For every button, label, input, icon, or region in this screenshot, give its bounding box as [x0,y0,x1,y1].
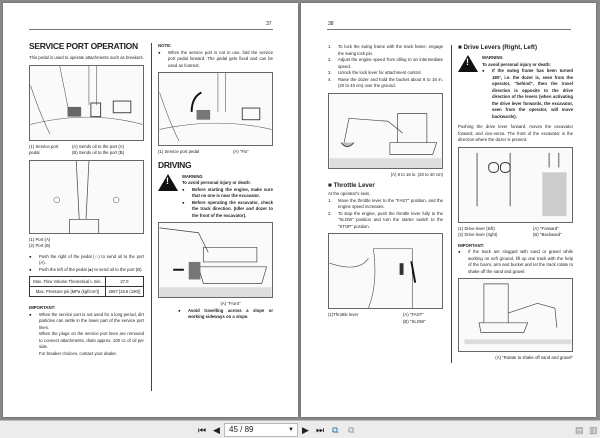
two-page-view-icon[interactable]: ⧉ [332,425,339,435]
important-label: IMPORTANT: [29,305,56,310]
page-indicator: 45 / 89 [229,425,254,434]
important-text: If the track are clogged with sand or gravel while working on soft ground, lift up one track with the help of the boom, arm and bucket and let the track rotate to shake off the sand and gravel. [468,249,573,274]
left-column: 1. To lock the swing frame with the track frame, engage the swing lock pin. 2. Adjust the engine speed from idling to an intermediate speed. 3. Unlock the lock lever for attachment control. 4. Raise the dozer and hold the bucket about 8 to 16 in. (20 to 40 cm) over the ground. (A) 8 to 16 in. (20 to 40 cm) ■ Throttle Lever At the operator's seat, 1. Move the throttle lever to the "FAST" position, and the engine speed increases. 2. To stop the engine, push the throttle lever fully to the "SLOW" position and turn the starter switch to the "STOP" position. (1)Throttle lever (A) "FAST" (B) "SLOW" [328,44,443,324]
warning-text: If the swing frame has been turned 180°, i.e. the dozer is, seen from the operator, "behind", then the travel direction is opposite to the drive direction of the levers (when activating the drive lever forwards, the excavator, seen from the operator, will move backwards). [492,68,573,119]
warning-intro: To avoid personal injury or death: [182,180,251,185]
step-text: Move the throttle lever to the "FAST" position, and the engine speed increases. [338,197,443,209]
bullet-text: Push the left of the pedal (●) to send oil to the port (B). [39,266,143,272]
driving-title: DRIVING [158,159,192,170]
drive-text: Pushing the drive lever forward, moves the excavator forward, and vice-versa. The front of the excavator is the direction where the dozer is present. [458,124,573,142]
warning-text: Before starting the engine, make sure that no one is near the excavator. [192,186,273,198]
figure-caption: (A) "Rotate to shake off sand and gravel" [495,355,573,360]
previous-page-button[interactable]: ◀ [213,425,220,435]
next-page-button[interactable]: ▶ [302,425,309,435]
note-label: NOTE: [158,43,172,48]
specs-table [29,276,144,297]
throttle-heading [328,182,443,190]
warning-text: Before operating the excavator, check the track direction. (Idler and dozer to the front of the excavator). [192,199,273,218]
intro-text: This pedal is used to operate attachments such as breakers. [29,55,144,60]
caption-item-2: (2) Drive lever (right) [458,232,498,237]
throttle-title: Throttle Lever [333,182,375,189]
warning-intro: To avoid personal injury or death: [482,61,551,67]
left-column [29,41,144,357]
bullet-icon: ● [182,186,185,192]
fold-pedal-figure [158,72,273,146]
bucket-raised-figure [328,93,443,169]
page-number: 37 [266,21,272,27]
page-number: 38 [328,21,334,27]
throttle-figure [328,233,443,309]
column-divider [451,183,452,363]
caption-port-a: (1) Port (A) [29,236,51,242]
first-page-button[interactable]: ⏮ [198,425,207,435]
step-text: To lock the swing frame with the track frame, engage the swing lock pin. [338,44,443,56]
viewer-toolbar [0,420,600,438]
table-row [30,287,144,297]
right-column [458,44,573,362]
important-label: IMPORTANT: [458,242,485,248]
page-selector[interactable] [224,423,298,437]
caption-item-b: (B) Sends oil to the port (B) [72,150,125,155]
bullet-icon: ● [158,49,161,55]
bullet-text: Push the right of the pedal (○) to send oil to the port (A). [39,253,144,265]
single-page-view-icon[interactable]: ⧉ [348,425,355,435]
step-text: Adjust the engine speed from idling to an intermediate speed. [338,57,443,69]
drive-levers-heading [458,44,573,52]
last-page-button[interactable]: ⏭ [316,425,325,435]
caption-item-b: (B) "SLOW" [403,318,426,324]
slope-warning: Avoid travelling across a slope or working sideways on a slope. [188,307,273,319]
bullet-icon: ● [29,253,32,259]
caption-item-1: (1) Service port pedal [29,143,59,155]
page-38 [301,3,596,417]
drive-title: Drive Levers (Right, Left) [463,44,538,51]
caption-item-b: (B) "Backward" [533,232,562,237]
square-bullet-icon: ■ [328,182,334,189]
bullet-icon: ● [29,266,32,272]
note-text: When the service port is not in use, fold the service port pedal forward. The pedal gets fixed and can be used as footrest. [168,49,273,68]
chevron-down-icon: ▼ [288,427,294,433]
important-text: For breaker choices, contact your dealer. [39,350,117,356]
step-text: To stop the engine, push the throttle lever fully to the "SLOW" position and turn the starter switch to the "STOP" position. [338,210,443,229]
caption-item-1: (1)Throttle lever [328,312,359,317]
service-pedal-figure [29,65,144,141]
figure-caption: (A) "Front" [220,301,241,306]
right-column [158,43,273,321]
bullet-icon: ● [458,249,461,254]
important-text: When the service port is not used for a long period, dirt particles can settle in the lower part of the service port lines. [39,311,144,330]
column-divider [151,43,152,391]
header-rule [29,29,273,30]
step-text: Raise the dozer and hold the bucket about 8 to 16 in. (20 to 40 cm) over the ground. [338,76,443,88]
table-cell: Max. Pressure psi [MPa (kgf/cm²)] [30,287,106,297]
caption-port-b: (2) Port (B) [29,243,51,248]
column-divider [451,45,452,183]
table-cell: 27.0 [105,277,143,287]
drive-levers-figure [458,147,573,223]
warning-label: WARNING [482,55,503,60]
table-cell: Max. Flow Volume Theoretical L min. [30,277,106,287]
bullet-icon: ● [29,311,32,317]
warning-icon [458,55,478,72]
bullet-icon: ● [482,68,485,73]
caption-item-a: (A) "FAST" [403,312,424,317]
header-rule [327,29,571,30]
section-title: SERVICE PORT OPERATION [29,41,138,51]
important-text: When the plugs on the service port lines are removed to connect attachments, drain approx. 100 cc of oil per side. [39,331,144,349]
table-row [30,277,144,287]
warning-block [158,174,273,220]
throttle-intro: At the operator's seat, [328,191,370,196]
caption-item-a: (A) Sends oil to the port (A) [72,143,125,149]
caption-item-a: (A) "Forward" [533,225,559,231]
caption-item-1: (1) Service port pedal [158,149,200,154]
square-bullet-icon: ■ [458,44,464,51]
figure-caption: (A) 8 to 16 in. (20 to 40 cm) [390,171,443,177]
ports-figure [29,160,144,234]
page-37 [3,3,298,417]
print-icon[interactable]: ▥ [589,425,598,435]
caption-item-a: (A) "Fix" [233,149,249,154]
step-text: Unlock the lock lever for attachment control. [338,70,422,75]
document-icon[interactable]: ▤ [575,425,584,435]
warning-icon [158,174,178,191]
track-rotate-figure [458,278,573,352]
warning-label: WARNING [182,173,203,179]
bullet-icon: ● [178,307,181,313]
excavator-front-figure [158,222,273,298]
bullet-icon: ● [182,199,185,205]
table-cell: 2697 [18.6 (190)] [105,287,143,297]
warning-block [458,55,573,120]
caption-item-1: (1) Drive lever (left) [458,225,495,231]
